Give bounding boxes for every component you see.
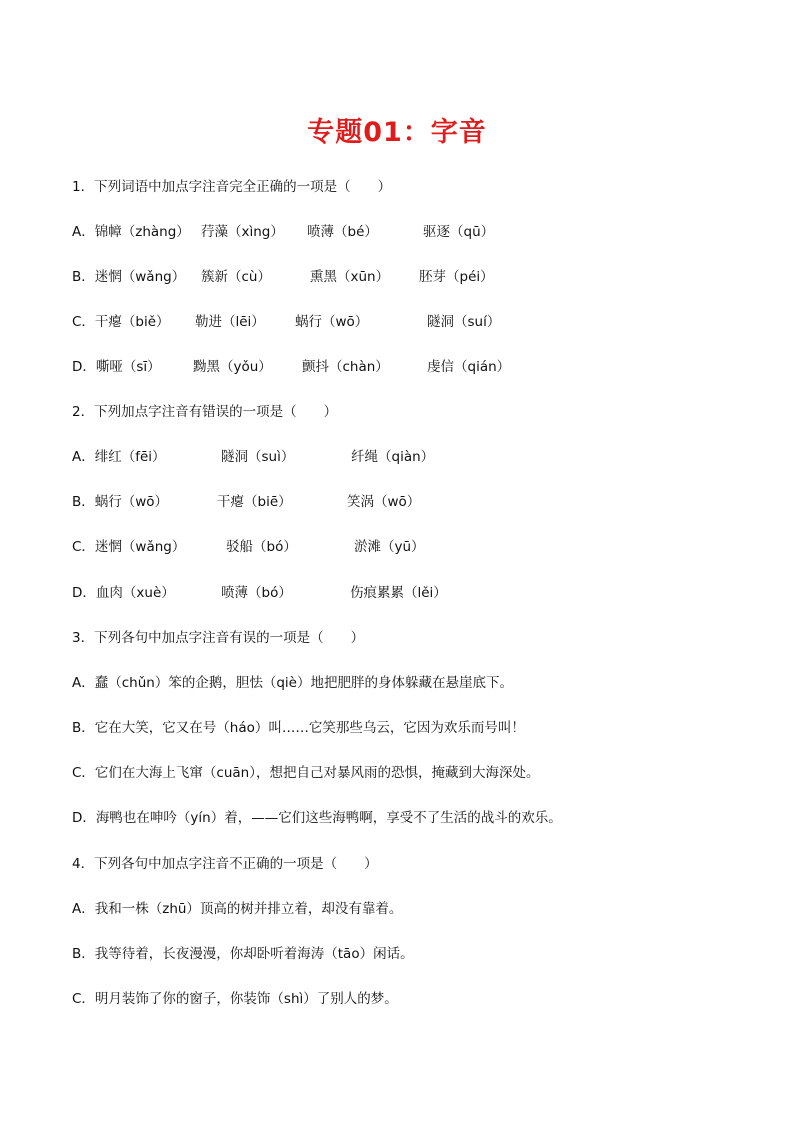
question-2-stem: 2．下列加点字注音有错误的一项是（ ） [72,404,338,420]
q3-option-a: A．蠢（chǔn）笨的企鹅，胆怯（qiè）地把肥胖的身体躲藏在悬崖底下。 [72,675,513,691]
q2-option-c-2: 驳船（bó） [226,539,297,555]
q1-option-c-3: 蜗行（wō） [295,314,369,330]
q2-option-a-3: 纤绳（qiàn） [351,449,435,465]
q4-option-b: B．我等待着，长夜漫漫，你却卧听着海涛（tāo）闲话。 [72,946,414,962]
q1-option-c-4: 隧洞（suí） [427,314,501,330]
page-title: 专题01：字音 [307,117,487,148]
q1-option-d-1: D．嘶哑（sī） [72,359,161,375]
q3-option-c: C．它们在大海上飞窜（cuān），想把自己对暴风雨的恐惧，掩藏到大海深处。 [72,765,540,781]
q4-option-a: A．我和一株（zhū）顶高的树并排立着，却没有靠着。 [72,901,403,917]
q1-option-a-3: 喷薄（bé） [307,224,378,240]
q1-option-a-1: A．锦幛（zhàng） [72,224,190,240]
q4-option-c: C．明月装饰了你的窗子，你装饰（shì）了别人的梦。 [72,991,398,1007]
q3-option-d: D．海鸭也在呻吟（yín）着，——它们这些海鸭啊，享受不了生活的战斗的欢乐。 [72,810,562,826]
q2-option-a-1: A．绯红（fēi） [72,449,166,465]
q2-option-c-1: C．迷惘（wǎng） [72,539,186,555]
q1-option-d-4: 虔信（qián） [427,359,511,375]
q1-option-b-4: 胚芽（péi） [419,269,494,285]
q1-option-d-3: 颤抖（chàn） [302,359,389,375]
q2-option-d-2: 喷薄（bó） [221,585,292,601]
q2-option-a-2: 隧洞（suì） [221,449,295,465]
q2-option-d-1: D．血肉（xuè） [72,585,175,601]
q1-option-a-4: 驱逐（qū） [423,224,495,240]
q1-option-b-2: 簇新（cù） [201,269,271,285]
q1-option-d-2: 黝黑（yǒu） [193,359,272,375]
q1-option-b-1: B．迷惘（wǎng） [72,269,186,285]
q2-option-b-1: B．蜗行（wō） [72,494,169,510]
question-3-stem: 3．下列各句中加点字注音有误的一项是（ ） [72,630,365,646]
q1-option-b-3: 熏黑（xūn） [310,269,390,285]
q3-option-b: B．它在大笑，它又在号（háo）叫……它笑那些乌云，它因为欢乐而号叫！ [72,720,525,736]
q1-option-c-2: 勒进（lēi） [195,314,265,330]
question-1-stem: 1．下列词语中加点字注音完全正确的一项是（ ） [72,179,392,195]
q2-option-b-3: 笑涡（wō） [347,494,421,510]
q1-option-c-1: C．干瘪（biě） [72,314,170,330]
q2-option-b-2: 干瘪（biē） [217,494,292,510]
q2-option-c-3: 淤滩（yū） [354,539,425,555]
question-4-stem: 4．下列各句中加点字注音不正确的一项是（ ） [72,856,378,872]
q2-option-d-3: 伤痕累累（lěi） [350,585,447,601]
q1-option-a-2: 荇藻（xìng） [201,224,284,240]
